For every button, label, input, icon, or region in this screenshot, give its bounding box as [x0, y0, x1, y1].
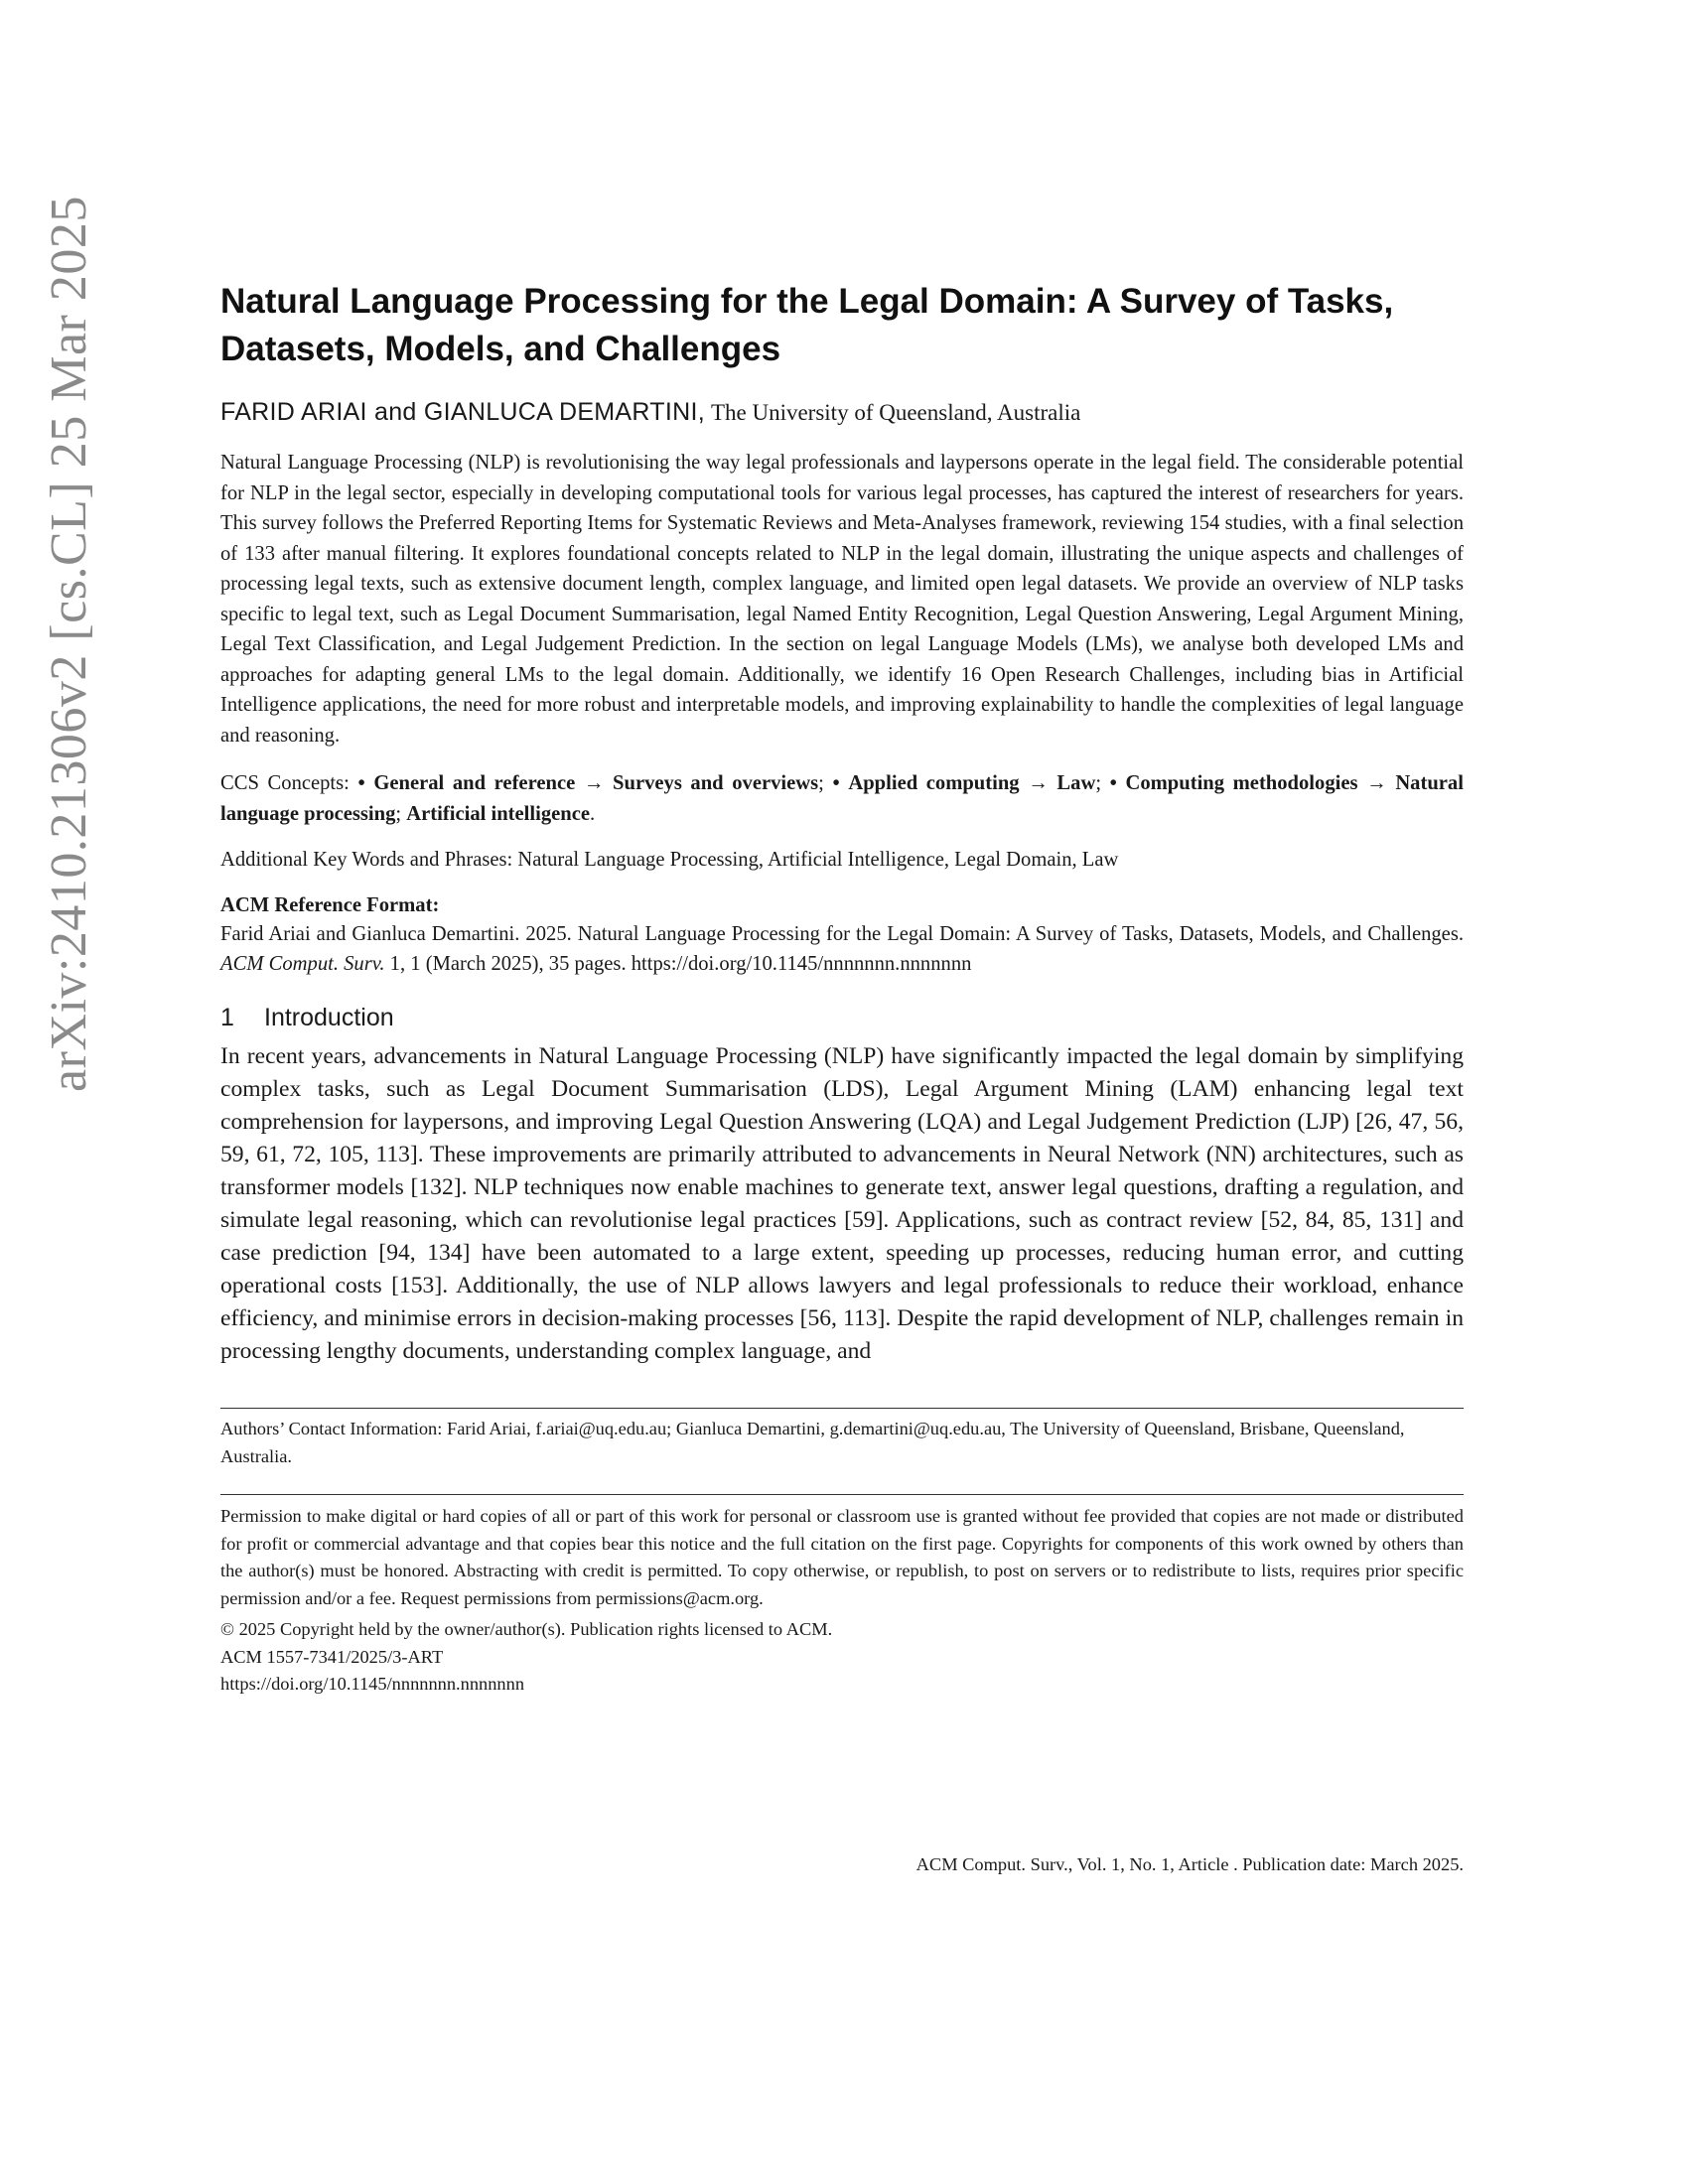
acm-reference-text-end: 1, 1 (March 2025), 35 pages. https://doi.org/10.1145/nnnnnnn.nnnnnnn: [389, 952, 972, 975]
abstract: Natural Language Processing (NLP) is revolutionising the way legal professionals and laypersons operate in the legal field. The considerable potential for NLP in the legal sector, especially in developing computational tools for various legal processes, has captured the interest of researchers for years. This survey follows the Preferred Reporting Items for Systematic Reviews and Meta-Analyses framework, reviewing 154 studies, with a final selection of 133 after manual filtering. It explores foundational concepts related to NLP in the legal domain, illustrating the unique aspects and challenges of processing legal texts, such as extensive document length, complex language, and limited open legal datasets. We provide an overview of NLP tasks specific to legal text, such as Legal Document Summarisation, legal Named Entity Recognition, Legal Question Answering, Legal Argument Mining, Legal Text Classification, and Legal Judgement Prediction. In the section on legal Language Models (LMs), we analyse both developed LMs and approaches for adapting general LMs to the legal domain. Additionally, we identify 16 Open Research Challenges, including bias in Artificial Intelligence applications, the need for more robust and interpretable models, and improving explainability to handle the complexities of legal language and reasoning.: [220, 452, 1464, 747]
section-title: Introduction: [264, 1004, 394, 1031]
author-line: [220, 397, 1464, 428]
ccs-separator: ;: [395, 802, 402, 825]
ccs-separator: ;: [818, 772, 824, 794]
ccs-concept-ai: Artificial intelligence: [406, 802, 591, 825]
issn-line: ACM 1557-7341/2025/3-ART: [220, 1646, 444, 1667]
author-affiliation: The University of Queensland, Australia: [710, 400, 1081, 425]
acm-reference-text: [220, 920, 1464, 979]
acm-reference-journal: ACM Comput. Surv.: [220, 952, 385, 975]
arxiv-identifier-stamp: arXiv:2410.21306v2 [cs.CL] 25 Mar 2025: [41, 196, 97, 1092]
ccs-end: .: [590, 802, 596, 825]
copyright-line: © 2025 Copyright held by the owner/author(s). Publication rights licensed to ACM.: [220, 1619, 833, 1639]
permission-notice: Permission to make digital or hard copies of all or part of this work for personal or classroom use is granted without fee provided that copies are not made or distributed for profit or commercial advantage and that copies bear this notice and the full citation on the first page. Copyrights for components of this work owned by others than the author(s) must be honored. Abstracting with credit is permitted. To copy otherwise, or republish, to post on servers or to redistribute to lists, requires prior specific permission and/or a fee. Request permissions from permissions@acm.org.: [220, 1506, 1464, 1608]
acm-reference-format: [220, 891, 1464, 980]
ccs-arrow: →: [1028, 772, 1049, 794]
permission-block: [220, 1494, 1464, 1699]
additional-keywords: Additional Key Words and Phrases: Natural Language Processing, Artificial Intelligence, Legal Domain, Law: [220, 849, 1119, 871]
acm-reference-heading: ACM Reference Format:: [220, 893, 440, 916]
ccs-concept-law: Law: [1056, 772, 1096, 794]
ccs-concept-applied-computing: Applied computing: [848, 772, 1020, 794]
ccs-concept-nlp: Natural language processing: [220, 772, 1464, 825]
ccs-arrow: →: [1366, 772, 1387, 794]
author-names: FARID ARIAI and GIANLUCA DEMARTINI,: [220, 398, 705, 426]
ccs-separator: ;: [1095, 772, 1102, 794]
section-number: 1: [220, 1004, 234, 1031]
introduction-paragraph: In recent years, advancements in Natural Language Processing (NLP) have significantly impacted the legal domain by simplifying complex tasks, such as Legal Document Summarisation (LDS), Legal Argument Mining (LAM) enhancing legal text comprehension for laypersons, and improving Legal Question Answering (LQA) and Legal Judgement Prediction (LJP) [26, 47, 56, 59, 61, 72, 105, 113]. These improvements are primarily attributed to advancements in Neural Network (NN) architectures, such as transformer models [132]. NLP techniques now enable machines to generate text, answer legal questions, drafting a regulation, and simulate legal reasoning, which can revolutionise legal practices [59]. Applications, such as contract review [52, 84, 85, 131] and case prediction [94, 134] have been automated to a large extent, speeding up processes, reducing human error, and cutting operational costs [153]. Additionally, the use of NLP allows lawyers and legal professionals to reduce their workload, enhance efficiency, and minimise errors in decision-making processes [56, 113]. Despite the rapid development of NLP, challenges remain in processing lengthy documents, understanding complex language, and: [220, 1043, 1464, 1364]
ccs-concept-computing-methodologies: Computing methodologies: [1125, 772, 1358, 794]
ccs-label: CCS Concepts:: [220, 772, 350, 794]
ccs-bullet: •: [357, 772, 365, 794]
paper-title: Natural Language Processing for the Legal Domain: A Survey of Tasks, Datasets, Models, and Challenges: [220, 282, 1394, 368]
ccs-bullet: •: [832, 772, 840, 794]
contact-info-block: [220, 1408, 1464, 1470]
doi-line: https://doi.org/10.1145/nnnnnnn.nnnnnnn: [220, 1674, 525, 1694]
authors-contact-information: Authors’ Contact Information: Farid Ariai, f.ariai@uq.edu.au; Gianluca Demartini, g.demartini@uq.edu.au, The University of Queensland, Brisbane, Queensland, Australia.: [220, 1419, 1405, 1466]
ccs-concept-surveys-overviews: Surveys and overviews: [613, 772, 819, 794]
ccs-arrow: →: [583, 772, 605, 794]
section-heading-introduction: [220, 1001, 1464, 1034]
acm-reference-text-start: Farid Ariai and Gianluca Demartini. 2025. Natural Language Processing for the Legal Domain: A Survey of Tasks, Datasets, Models, and Challenges.: [220, 923, 1464, 945]
ccs-concept-general-reference: General and reference: [373, 772, 576, 794]
ccs-bullet: •: [1109, 772, 1117, 794]
page-content: [220, 278, 1464, 1699]
ccs-concepts: [220, 768, 1464, 829]
page-footer: ACM Comput. Surv., Vol. 1, No. 1, Article . Publication date: March 2025.: [915, 1854, 1464, 1874]
